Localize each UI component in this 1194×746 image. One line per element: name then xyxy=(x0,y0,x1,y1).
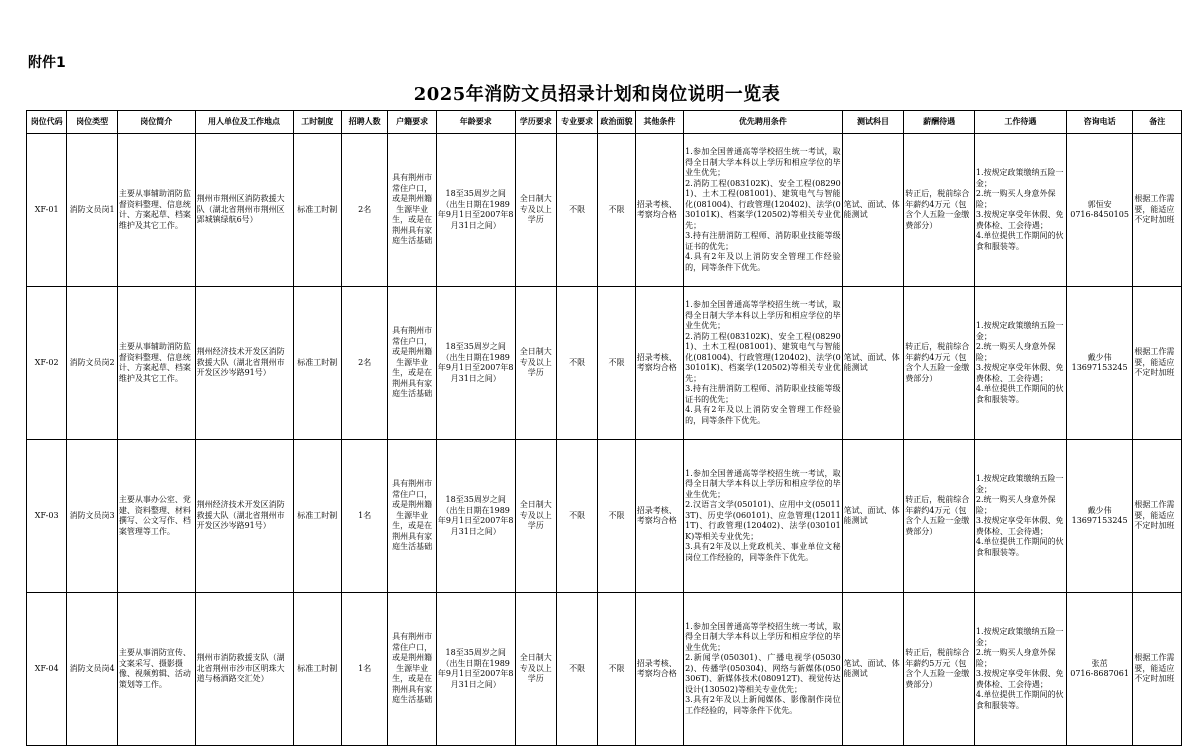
cell-benefits: 1.按规定政策缴纳五险一金； 2.统一购买人身意外保险； 3.按规定享受年休假、免费体检、工会待遇； 4.单位提供工作期间的伙食和服装等。 xyxy=(974,134,1066,287)
cell-intro: 主要从事消防宣传、文案采写、摄影摄像、视频剪辑、活动策划等工作。 xyxy=(117,593,195,746)
header-cell: 工作待遇 xyxy=(974,111,1066,134)
table-row xyxy=(27,134,1182,287)
contact-name: 戴少伟 xyxy=(1087,505,1112,515)
table-header-row xyxy=(27,111,1182,134)
contact-phone: 13697153245 xyxy=(1071,516,1128,525)
table-row xyxy=(27,287,1182,440)
cell-priority: 1.参加全国普通高等学校招生统一考试，取得全日制大学本科以上学历和相应学位的毕业生优先； 2.新闻学(050301)、广播电视学(050302)、传播学(050304)、网络与新媒体(050306T)、新媒体技术(080912T)、视觉传达设计(130502)等相关专业优先； 3.具有2年及以上新闻媒体、影像制作岗位工作经验的，同等条件下优先。 xyxy=(684,593,843,746)
cell-political: 不限 xyxy=(598,440,635,593)
cell-priority: 1.参加全国普通高等学校招生统一考试，取得全日制大学本科以上学历和相应学位的毕业生优先； 2.消防工程(083102K)、安全工程(082901)、土木工程(081001)、建筑电气与智能化(081004)、行政管理(120402)、法学(030101K)、档案学(120502)等相关专业优先； 3.持有注册消防工程师、消防职业技能等级证书的优先； 4.具有2年及以上消防安全管理工作经验的，同等条件下优先。 xyxy=(684,134,843,287)
cell-count: 2名 xyxy=(341,287,387,440)
cell-major: 不限 xyxy=(556,287,597,440)
header-cell: 政治面貌 xyxy=(598,111,635,134)
header-cell: 薪酬待遇 xyxy=(904,111,975,134)
cell-type: 消防文员岗4 xyxy=(67,593,117,746)
cell-salary: 转正后，税前综合年薪约5万元（包含个人五险一金缴费部分） xyxy=(904,593,975,746)
header-cell: 咨询电话 xyxy=(1066,111,1133,134)
cell-salary: 转正后，税前综合年薪约4万元（包含个人五险一金缴费部分） xyxy=(904,134,975,287)
cell-unit: 荆州市荆州区消防救援大队（湖北省荆州市荆州区郢城镇绿航6号） xyxy=(195,134,293,287)
cell-code: XF-04 xyxy=(27,593,67,746)
cell-major: 不限 xyxy=(556,440,597,593)
cell-benefits: 1.按规定政策缴纳五险一金； 2.统一购买人身意外保险； 3.按规定享受年休假、免费体检、工会待遇； 4.单位提供工作期间的伙食和服装等。 xyxy=(974,593,1066,746)
cell-count: 2名 xyxy=(341,134,387,287)
cell-education: 全日制大专及以上学历 xyxy=(515,440,556,593)
cell-salary: 转正后，税前综合年薪约4万元（包含个人五险一金缴费部分） xyxy=(904,287,975,440)
cell-education: 全日制大专及以上学历 xyxy=(515,287,556,440)
cell-hours: 标准工时制 xyxy=(293,287,341,440)
contact-phone: 0716-8450105 xyxy=(1070,210,1129,219)
cell-test: 笔试、面试、体能测试 xyxy=(842,134,904,287)
cell-code: XF-03 xyxy=(27,440,67,593)
cell-contact xyxy=(1066,593,1133,746)
header-cell: 测试科目 xyxy=(842,111,904,134)
contact-name: 戴少伟 xyxy=(1087,352,1112,362)
cell-test: 笔试、面试、体能测试 xyxy=(842,440,904,593)
cell-hours: 标准工时制 xyxy=(293,593,341,746)
cell-note: 根据工作需要，能适应不定时加班 xyxy=(1133,134,1182,287)
cell-benefits: 1.按规定政策缴纳五险一金； 2.统一购买人身意外保险； 3.按规定享受年休假、免费体检、工会待遇； 4.单位提供工作期间的伙食和服装等。 xyxy=(974,440,1066,593)
cell-political: 不限 xyxy=(598,134,635,287)
cell-age: 18至35周岁之间（出生日期在1989年9月1日至2007年8月31日之间） xyxy=(436,287,515,440)
contact-name: 张茁 xyxy=(1091,658,1108,668)
cell-intro: 主要从事辅助消防监督资料整理、信息统计、方案起草、档案维护及其它工作。 xyxy=(117,287,195,440)
cell-benefits: 1.按规定政策缴纳五险一金； 2.统一购买人身意外保险； 3.按规定享受年休假、免费体检、工会待遇； 4.单位提供工作期间的伙食和服装等。 xyxy=(974,287,1066,440)
cell-major: 不限 xyxy=(556,134,597,287)
cell-education: 全日制大专及以上学历 xyxy=(515,134,556,287)
cell-residence: 具有荆州市常住户口，或是荆州籍生源毕业生，或是在荆州具有家庭生活基础 xyxy=(388,134,436,287)
cell-intro: 主要从事辅助消防监督资料整理、信息统计、方案起草、档案维护及其它工作。 xyxy=(117,134,195,287)
document-title: 2025年消防文员招录计划和岗位说明一览表 xyxy=(413,84,781,105)
cell-unit: 荆州经济技术开发区消防救援大队（湖北省荆州市开发区沙岑路91号） xyxy=(195,440,293,593)
cell-type: 消防文员岗3 xyxy=(67,440,117,593)
cell-age: 18至35周岁之间（出生日期在1989年9月1日至2007年8月31日之间） xyxy=(436,134,515,287)
cell-count: 1名 xyxy=(341,593,387,746)
table-row xyxy=(27,593,1182,746)
contact-phone: 13697153245 xyxy=(1071,363,1128,372)
cell-residence: 具有荆州市常住户口，或是荆州籍生源毕业生，或是在荆州具有家庭生活基础 xyxy=(388,440,436,593)
header-cell: 岗位简介 xyxy=(117,111,195,134)
header-cell: 岗位类型 xyxy=(67,111,117,134)
cell-major: 不限 xyxy=(556,593,597,746)
header-cell: 招聘人数 xyxy=(341,111,387,134)
header-cell: 专业要求 xyxy=(556,111,597,134)
header-cell: 年龄要求 xyxy=(436,111,515,134)
cell-contact xyxy=(1066,134,1133,287)
cell-test: 笔试、面试、体能测试 xyxy=(842,287,904,440)
header-cell: 岗位代码 xyxy=(27,111,67,134)
header-cell: 用人单位及工作地点 xyxy=(195,111,293,134)
cell-unit: 荆州经济技术开发区消防救援大队（湖北省荆州市开发区沙岑路91号） xyxy=(195,287,293,440)
cell-code: XF-02 xyxy=(27,287,67,440)
header-cell: 工时制度 xyxy=(293,111,341,134)
table-row xyxy=(27,440,1182,593)
contact-phone: 0716-8687061 xyxy=(1070,669,1129,678)
contact-name: 郭恒安 xyxy=(1087,199,1112,209)
cell-unit: 荆州市消防救援支队（湖北省荆州市沙市区明珠大道与杨酒路交汇处） xyxy=(195,593,293,746)
cell-note: 根据工作需要，能适应不定时加班 xyxy=(1133,440,1182,593)
cell-other: 招录考核、考察均合格 xyxy=(635,287,683,440)
cell-test: 笔试、面试、体能测试 xyxy=(842,593,904,746)
cell-salary: 转正后，税前综合年薪约4万元（包含个人五险一金缴费部分） xyxy=(904,440,975,593)
cell-code: XF-01 xyxy=(27,134,67,287)
cell-education: 全日制大专及以上学历 xyxy=(515,593,556,746)
cell-hours: 标准工时制 xyxy=(293,440,341,593)
header-cell: 其他条件 xyxy=(635,111,683,134)
cell-count: 1名 xyxy=(341,440,387,593)
cell-contact xyxy=(1066,287,1133,440)
cell-other: 招录考核、考察均合格 xyxy=(635,134,683,287)
cell-political: 不限 xyxy=(598,593,635,746)
cell-residence: 具有荆州市常住户口，或是荆州籍生源毕业生，或是在荆州具有家庭生活基础 xyxy=(388,593,436,746)
cell-type: 消防文员岗2 xyxy=(67,287,117,440)
header-cell: 学历要求 xyxy=(515,111,556,134)
cell-priority: 1.参加全国普通高等学校招生统一考试，取得全日制大学本科以上学历和相应学位的毕业生优先； 2.汉语言文学(050101)、应用中文(050113T)、历史学(060101)、应急管理(120111T)、行政管理(120402)、法学(030101K)等相关专业优先； 3.具有2年及以上党政机关、事业单位文秘岗位工作经验的，同等条件下优先。 xyxy=(684,440,843,593)
recruitment-table xyxy=(26,110,1182,746)
cell-note: 根据工作需要，能适应不定时加班 xyxy=(1133,287,1182,440)
cell-hours: 标准工时制 xyxy=(293,134,341,287)
cell-residence: 具有荆州市常住户口，或是荆州籍生源毕业生，或是在荆州具有家庭生活基础 xyxy=(388,287,436,440)
attachment-label: 附件1 xyxy=(28,55,66,71)
cell-political: 不限 xyxy=(598,287,635,440)
cell-contact xyxy=(1066,440,1133,593)
cell-other: 招录考核、考察均合格 xyxy=(635,593,683,746)
cell-age: 18至35周岁之间（出生日期在1989年9月1日至2007年8月31日之间） xyxy=(436,440,515,593)
cell-age: 18至35周岁之间（出生日期在1989年9月1日至2007年8月31日之间） xyxy=(436,593,515,746)
header-cell: 优先聘用条件 xyxy=(684,111,843,134)
cell-type: 消防文员岗1 xyxy=(67,134,117,287)
cell-note: 根据工作需要，能适应不定时加班 xyxy=(1133,593,1182,746)
header-cell: 备注 xyxy=(1133,111,1182,134)
cell-intro: 主要从事办公室、党建、资料整理、材料撰写、公文写作、档案管理等工作。 xyxy=(117,440,195,593)
cell-other: 招录考核、考察均合格 xyxy=(635,440,683,593)
header-cell: 户籍要求 xyxy=(388,111,436,134)
cell-priority: 1.参加全国普通高等学校招生统一考试，取得全日制大学本科以上学历和相应学位的毕业生优先； 2.消防工程(083102K)、安全工程(082901)、土木工程(081001)、建筑电气与智能化(081004)、行政管理(120402)、法学(030101K)、档案学(120502)等相关专业优先； 3.持有注册消防工程师、消防职业技能等级证书的优先； 4.具有2年及以上消防安全管理工作经验的，同等条件下优先。 xyxy=(684,287,843,440)
